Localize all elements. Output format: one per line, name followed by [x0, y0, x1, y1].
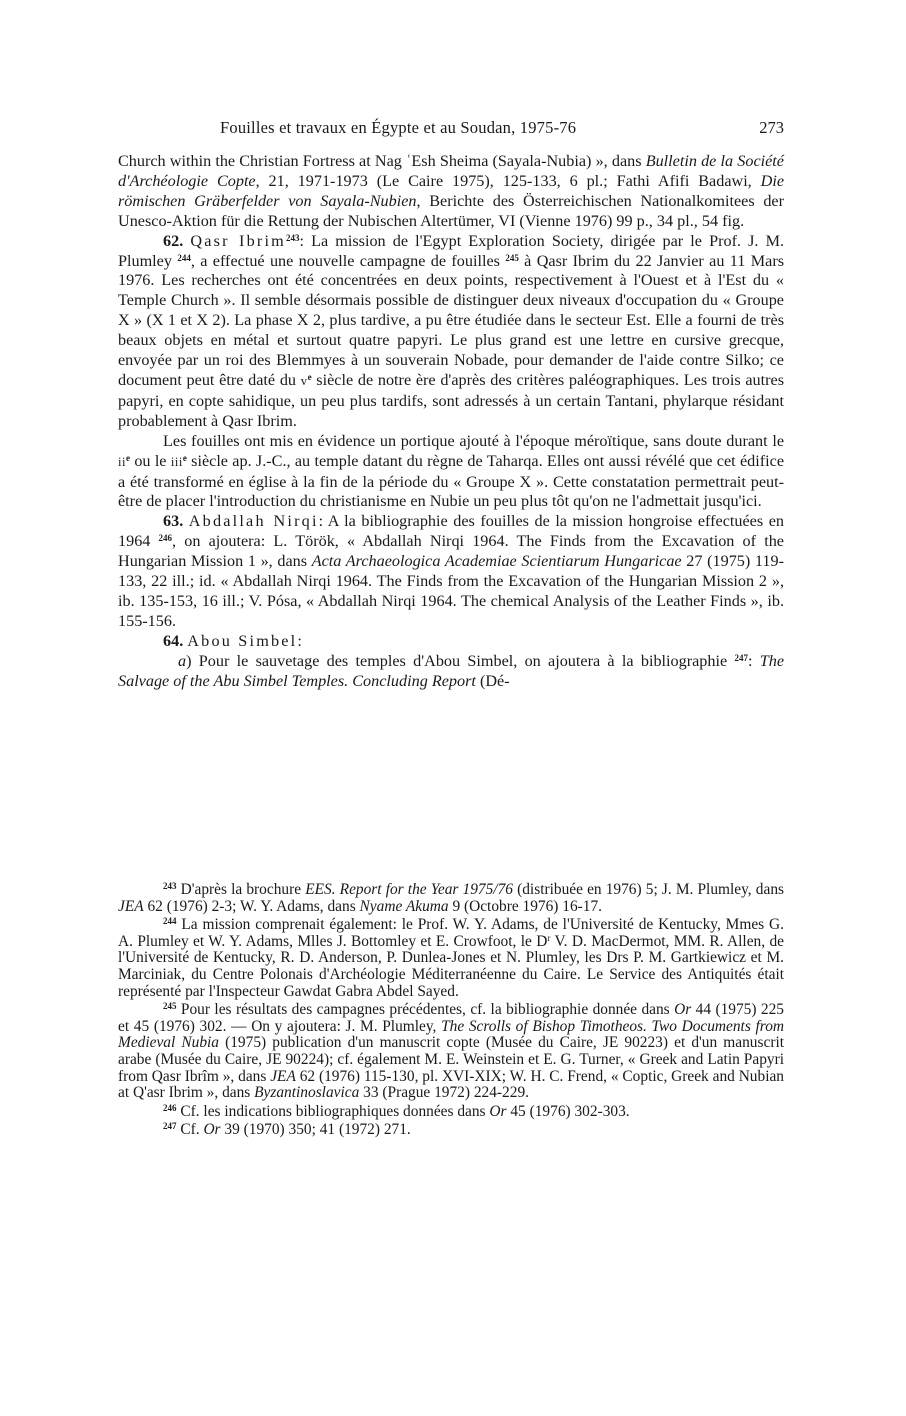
footnotes [118, 882, 784, 1139]
paragraph-continued: Church within the Christian Fortress at Nag ʿEsh Sheima (Sayala-Nubia) », dans Bulletin de la Société d'Archéologie Copte, 21, 1971-1973 (Le Caire 1975), 125-133, 6 pl.; Fathi Afifi Badawi, Die römischen Gräberfelder von Sayala-Nubien, Berichte des Österreichischen Nationalkomitees der Unesco-Aktion für die Rettung der Nubischen Altertümer, VI (Vienne 1976) 99 p., 34 pl., 54 fig. [118, 152, 785, 230]
footnote-244: $^{244}$ La mission comprenait également: le Prof. W. Y. Adams, de l'Université de Kentucky, Mmes G. A. Plumley et W. Y. Adams, Mlles J. Bottomley et E. Crowfoot, le $D^r$ V. D. MacDermot, MM. R. Allen, de l'Université de Kentucky, R. D. Anderson, P. Dunlea-Jones et N. Plumley, les Drs P. M. Gartkiewicz et M. Marciniak, du Centre Polonais d'Archéologie Méditerranéenne du Caire. Le Service des Antiquités était représenté par l'Inspecteur Gawdat Gabra Abdel Sayed. [118, 916, 784, 1000]
section-number: 64. [163, 631, 184, 650]
section-number: 62. [163, 231, 184, 250]
footnote-ref: 245 [505, 252, 519, 263]
running-title: Fouilles et travaux en Égypte et au Soudan, 1975-76 [220, 118, 577, 137]
page-header [118, 118, 784, 138]
page-number: 273 [759, 118, 784, 137]
site-name: Qasr Ibrim [190, 231, 286, 250]
footnote-246: $^{246}$ Cf. les indications bibliographiques données dans Or 45 (1976) 302-303. [163, 1102, 630, 1120]
section-number: 63. [163, 512, 184, 531]
main-text [118, 152, 784, 691]
site-name: Abou Simbel [187, 631, 298, 650]
footnote-247: $^{247}$ Cf. Or 39 (1970) 350; 41 (1972) 271. [163, 1121, 411, 1139]
paragraph: Les fouilles ont mis en évidence un portique ajouté à l'époque méroïtique, sans doute durant le $ii^e$ ou le iii$^e$ siècle ap. J.-C., au temple datant du règne de Taharqa. Elles ont aussi révélé que cet édifice a été transformé en église à la fin de la période du « Groupe X ». Cette constatation permettrait peut-être de placer l'introduction du christianisme en Nubie un peu plus tôt qu'on ne l'admettait jusqu'ici. [118, 431, 784, 511]
section-62: 62. Qasr Ibrim$^{243}$: La mission de l'Egypt Exploration Society, dirigée par le Prof. J. M. Plumley $^{244}$, a effectué une nouvelle campagne de fouilles $^{245}$ à Qasr Ibrim du 22 Janvier au 11 Mars 1976. Les recherches ont été concentrées en deux points, respectivement à l'Ouest et à l'Est du « Temple Church ». Il semble désormais possible de distinguer deux niveaux d'occupation du « Groupe X » (X 1 et X 2). La phase X 2, plus tardive, a pu être étudiée dans le secteur Est. Elle a fourni de très beaux objets en métal et surtout quatre papyri. Le plus grand est une lettre en cursive grecque, envoyée par un roi des Blemmyes à un souverain Nobade, pour demander de l'aide contre Silko; ce document peut être daté du $v^e$ siècle de notre ère d'après des critères paléographiques. Les trois autres papyri, en copte sahidique, un peu plus tardifs, sont adressés à un certain Tantani, phylarque résidant probablement à Qasr Ibrim. [118, 231, 785, 430]
footnote-245: $^{245}$ Pour les résultats des campagnes précédentes, cf. la bibliographie donnée dans Or 44 (1975) 225 et 45 (1976) 302. — On y ajoutera: J. M. Plumley, The Scrolls of Bishop Timotheos. Two Documents from Medieval Nubia (1975) publication d'un manuscrit copte (Musée du Caire, JE 90223) et d'un manuscrit arabe (Musée du Caire, JE 90224); cf. également M. E. Weinstein et E. G. Turner, « Greek and Latin Papyri from Qasr Ibrîm », dans JEA 62 (1976) 115-130, pl. XVI-XIX; W. H. C. Frend, « Coptic, Greek and Nubian at Q'asr Ibrim », dans Byzantinoslavica 33 (Prague 1972) 224-229. [118, 1001, 784, 1102]
footnote-ref: 247 [734, 652, 748, 663]
footnote-ref: 244 [177, 252, 191, 263]
section-64: 64. Abou Simbel: [163, 631, 302, 650]
subsection-a: a) Pour le sauvetage des temples d'Abou Simbel, on ajoutera à la bibliographie $^{247}$: The Salvage of the Abu Simbel Temples. Concluding Report (Dé- [118, 651, 784, 690]
section-63: 63. Abdallah Nirqi: A la bibliographie des fouilles de la mission hongroise effectuées en 1964 $^{246}$, on ajoutera: L. Török, « Abdallah Nirqi 1964. The Finds from the Excavation of the Hungarian Mission 1 », dans Acta Archaeologica Academiae Scientiarum Hungaricae 27 (1975) 119-133, 22 ill.; id. « Abdallah Nirqi 1964. The Finds from the Excavation of the Hungarian Mission 2 », ib. 135-153, 16 ill.; V. Pósa, « Abdallah Nirqi 1964. The chemical Analysis of the Leather Finds », ib. 155-156. [118, 512, 785, 630]
site-name: Abdallah Nirqi [188, 512, 319, 531]
footnote-243: $^{243}$ D'après la brochure EES. Report for the Year 1975/76 (distribuée en 1976) 5; J. M. Plumley, dans JEA 62 (1976) 2-3; W. Y. Adams, dans Nyame Akuma 9 (Octobre 1976) 16-17. [118, 881, 784, 915]
footnote-ref: 246 [158, 533, 173, 544]
footnote-ref: 243 [285, 232, 300, 243]
